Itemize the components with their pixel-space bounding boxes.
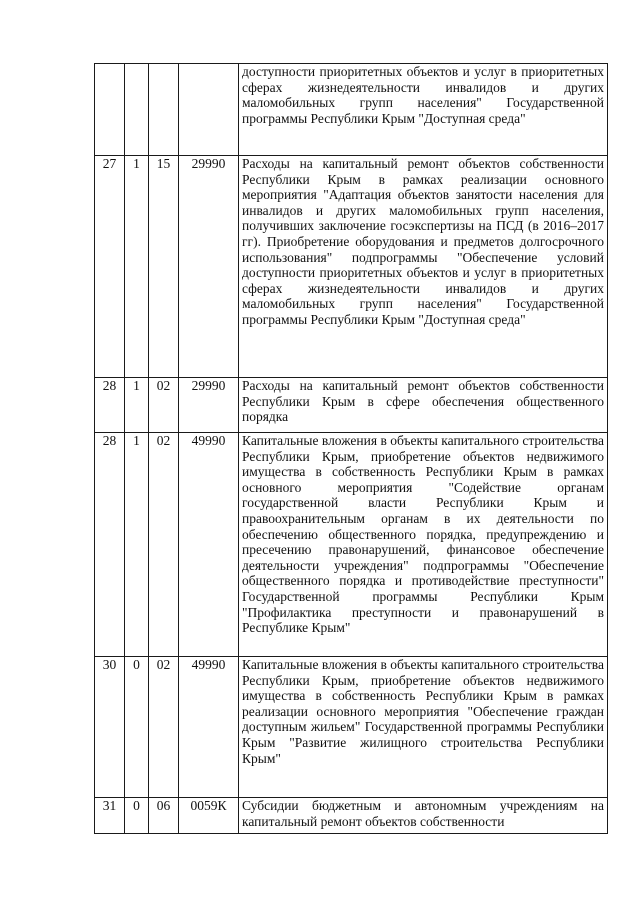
code-cell-2: 1 bbox=[125, 378, 149, 433]
code-cell-3: 02 bbox=[149, 657, 179, 798]
code-cell-3: 15 bbox=[149, 156, 179, 378]
code-cell-3: 06 bbox=[149, 798, 179, 834]
description-text: доступности приоритетных объектов и услуг в приоритетных сферах жизнедеятельности инвалидов и других маломобильных групп населения" Государственной программы Республики Крым "Доступная среда" bbox=[242, 64, 604, 126]
table-row bbox=[95, 798, 608, 834]
code-cell-1: 28 bbox=[95, 433, 125, 657]
description-text: Расходы на капитальный ремонт объектов собственности Республики Крым в рамках реализации основного мероприятия "Адаптация объектов занятости населения для инвалидов и других маломобильных групп населения, получивших заключение госэкспертизы на ПСД (в 2016–2017 гг). Приобретение оборудования и предметов долгосрочного использования" подпрограммы "Обеспечение условий доступности приоритетных объектов и услуг в приоритетных сферах жизнедеятельности инвалидов и других маломобильных групп населения" Государственной программы Республики Крым "Доступная среда" bbox=[242, 156, 604, 327]
description-text: Расходы на капитальный ремонт объектов собственности Республики Крым в сфере обеспечения общественного порядка bbox=[242, 378, 604, 425]
code-cell-2: 1 bbox=[125, 156, 149, 378]
table-row bbox=[95, 433, 608, 657]
code-cell-3: 02 bbox=[149, 378, 179, 433]
code-cell-4: 29990 bbox=[179, 156, 239, 378]
description-text: Капитальные вложения в объекты капитального строительства Республики Крым, приобретение объектов недвижимого имущества в собственность Республики Крым в рамках реализации основного мероприятия "Обеспечение граждан доступным жильем" Государственной программы Республики Крым "Развитие жилищного строительства Республики Крым" bbox=[242, 657, 604, 766]
table-row bbox=[95, 156, 608, 378]
code-cell-3: 02 bbox=[149, 433, 179, 657]
description-cell bbox=[239, 64, 608, 156]
description-text: Субсидии бюджетным и автономным учреждениям на капитальный ремонт объектов собственности bbox=[242, 798, 604, 829]
code-cell-4 bbox=[179, 64, 239, 156]
code-cell-4: 0059К bbox=[179, 798, 239, 834]
description-cell bbox=[239, 156, 608, 378]
description-cell bbox=[239, 798, 608, 834]
budget-table bbox=[94, 63, 608, 834]
code-cell-4: 49990 bbox=[179, 433, 239, 657]
code-cell-1: 28 bbox=[95, 378, 125, 433]
table-row bbox=[95, 657, 608, 798]
table-row bbox=[95, 378, 608, 433]
description-cell bbox=[239, 378, 608, 433]
code-cell-1 bbox=[95, 64, 125, 156]
code-cell-4: 49990 bbox=[179, 657, 239, 798]
code-cell-4: 29990 bbox=[179, 378, 239, 433]
description-cell bbox=[239, 657, 608, 798]
code-cell-3 bbox=[149, 64, 179, 156]
code-cell-2: 1 bbox=[125, 433, 149, 657]
code-cell-1: 27 bbox=[95, 156, 125, 378]
code-cell-1: 30 bbox=[95, 657, 125, 798]
code-cell-1: 31 bbox=[95, 798, 125, 834]
code-cell-2: 0 bbox=[125, 798, 149, 834]
code-cell-2 bbox=[125, 64, 149, 156]
description-text: Капитальные вложения в объекты капитального строительства Республики Крым, приобретение объектов недвижимого имущества в собственность Республики Крым в рамках основного мероприятия "Содействие органам государственной власти Республики Крым и правоохранительным органам в их деятельности по обеспечению общественного порядка, предупреждению и пресечению правонарушений, финансовое обеспечение деятельности учреждения" подпрограммы "Обеспечение общественного порядка и противодействие преступности" Государственной программы Республики Крым "Профилактика преступности и правонарушений в Республике Крым" bbox=[242, 433, 604, 636]
table-row bbox=[95, 64, 608, 156]
description-cell bbox=[239, 433, 608, 657]
code-cell-2: 0 bbox=[125, 657, 149, 798]
